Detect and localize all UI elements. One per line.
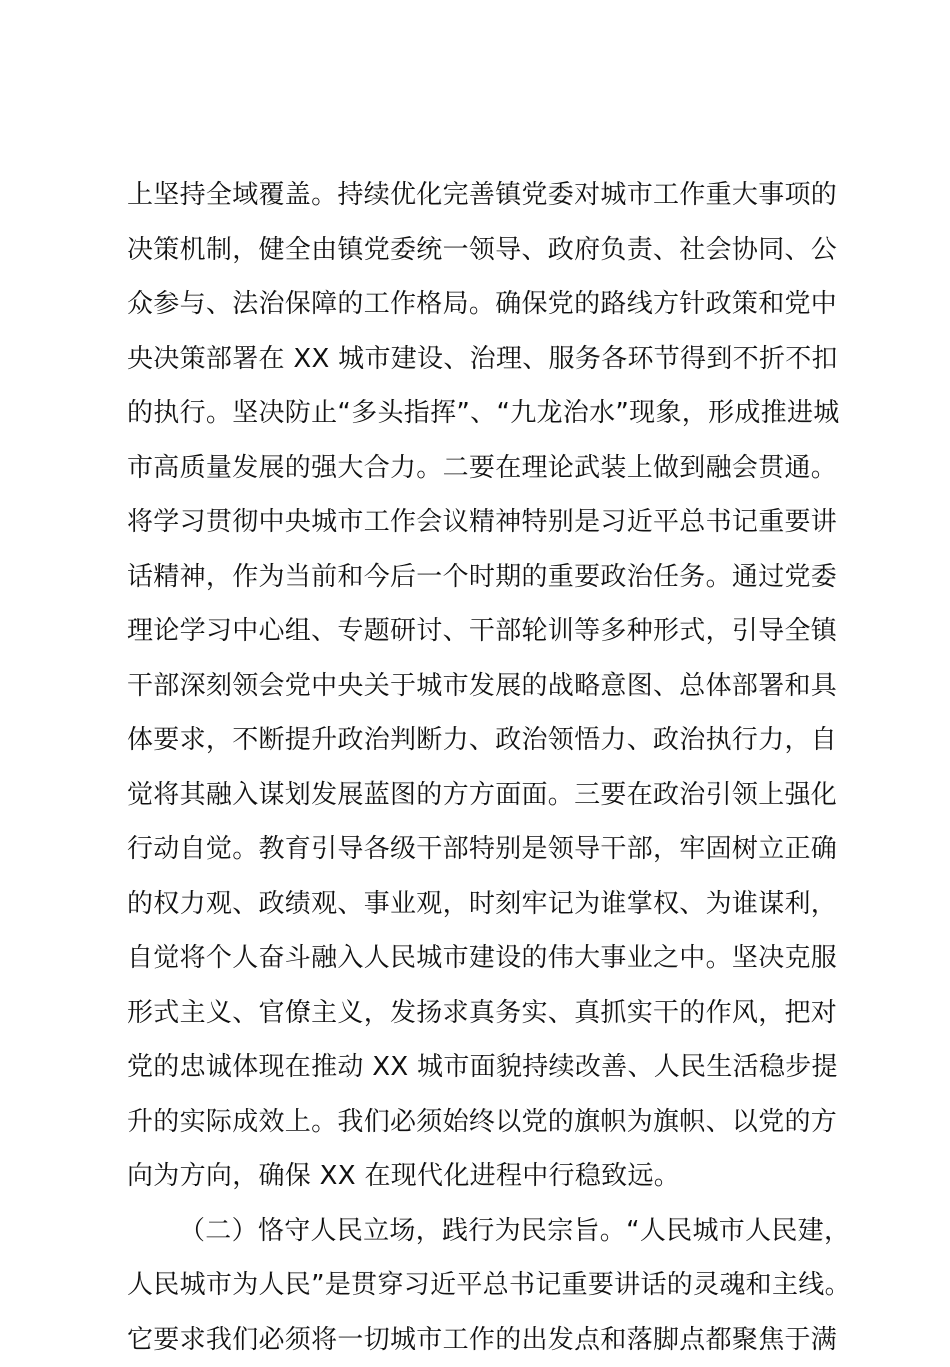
text-line: 体要求，不断提升政治判断力、政治领悟力、政治执行力，自 <box>127 713 827 768</box>
text-line: 行动自觉。教育引导各级干部特别是领导干部，牢固树立正确 <box>127 822 827 877</box>
text-line: 决策机制，健全由镇党委统一领导、政府负责、社会协同、公 <box>127 223 827 278</box>
text-line: 向为方向，确保 XX 在现代化进程中行稳致远。 <box>127 1149 827 1204</box>
text-line: 形式主义、官僚主义，发扬求真务实、真抓实干的作风，把对 <box>127 986 827 1041</box>
text-line: 将学习贯彻中央城市工作会议精神特别是习近平总书记重要讲 <box>127 495 827 550</box>
text-line: 党的忠诚体现在推动 XX 城市面貌持续改善、人民生活稳步提 <box>127 1040 827 1095</box>
text-line: 市高质量发展的强大合力。二要在理论武装上做到融会贯通。 <box>127 441 827 496</box>
text-line: 的权力观、政绩观、事业观，时刻牢记为谁掌权、为谁谋利， <box>127 877 827 932</box>
text-line: 觉将其融入谋划发展蓝图的方方面面。三要在政治引领上强化 <box>127 768 827 823</box>
text-line: 它要求我们必须将一切城市工作的出发点和落脚点都聚焦于满 <box>127 1313 827 1367</box>
text-line: 干部深刻领会党中央关于城市发展的战略意图、总体部署和具 <box>127 659 827 714</box>
text-line: 升的实际成效上。我们必须始终以党的旗帜为旗帜、以党的方 <box>127 1095 827 1150</box>
text-line: 理论学习中心组、专题研讨、干部轮训等多种形式，引导全镇 <box>127 604 827 659</box>
text-line: 自觉将个人奋斗融入人民城市建设的伟大事业之中。坚决克服 <box>127 931 827 986</box>
body-text <box>127 168 827 1367</box>
text-line: 的执行。坚决防止“多头指挥”、“九龙治水”现象，形成推进城 <box>127 386 827 441</box>
section-heading-line: （二）恪守人民立场，践行为民宗旨。“人民城市人民建， <box>127 1204 827 1259</box>
text-line: 上坚持全域覆盖。持续优化完善镇党委对城市工作重大事项的 <box>127 168 827 223</box>
text-line: 央决策部署在 XX 城市建设、治理、服务各环节得到不折不扣 <box>127 332 827 387</box>
text-line: 众参与、法治保障的工作格局。确保党的路线方针政策和党中 <box>127 277 827 332</box>
text-line: 话精神，作为当前和今后一个时期的重要政治任务。通过党委 <box>127 550 827 605</box>
text-line: 人民城市为人民”是贯穿习近平总书记重要讲话的灵魂和主线。 <box>127 1258 827 1313</box>
